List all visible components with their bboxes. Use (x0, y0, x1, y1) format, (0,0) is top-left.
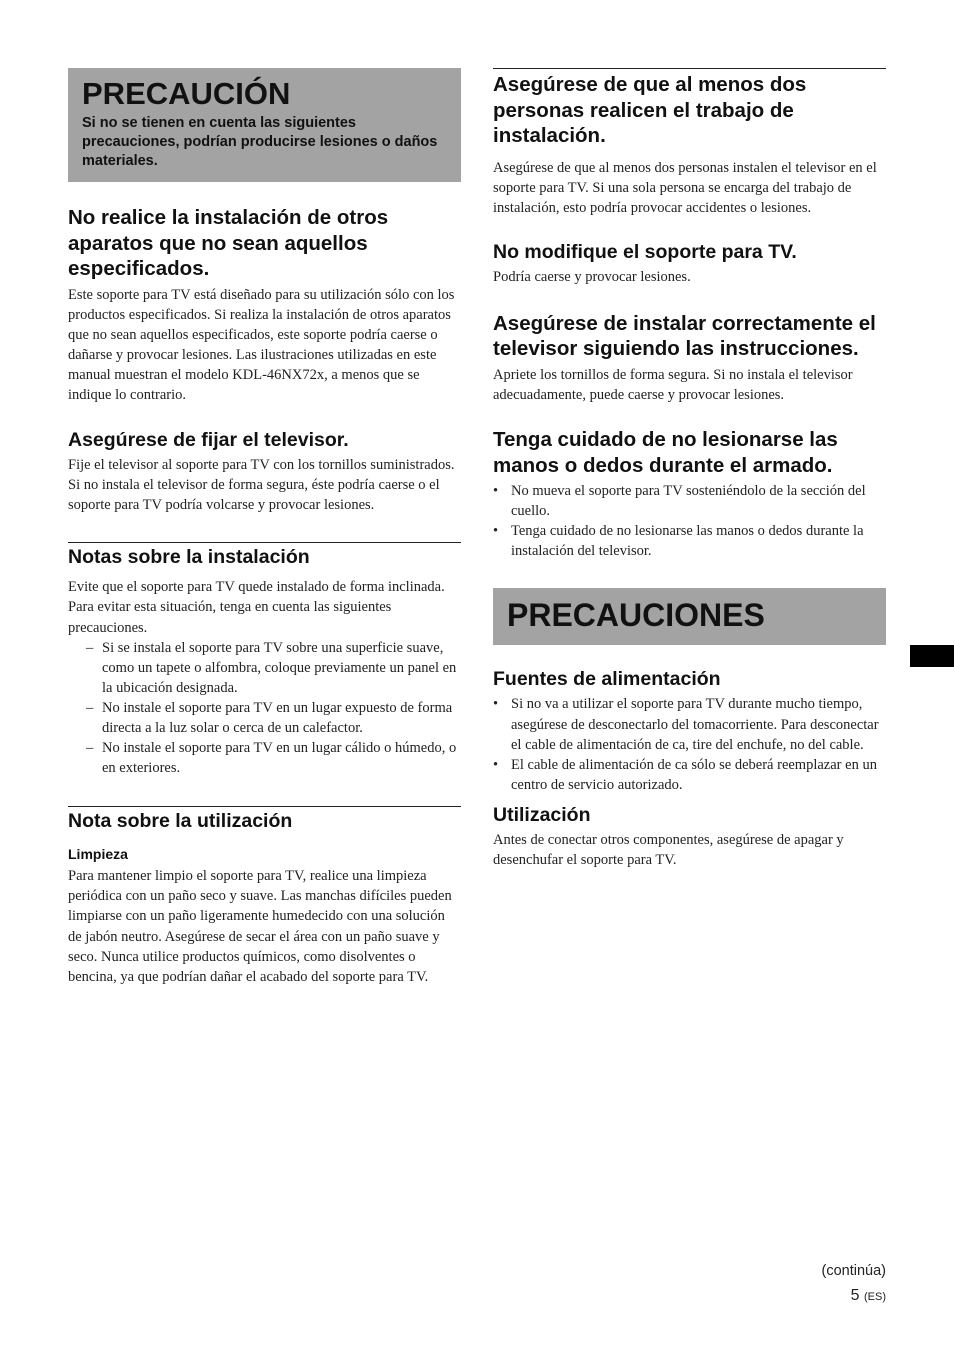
precaucion-subtitle: Si no se tienen en cuenta las siguientes precauciones, podrían producirse lesiones o daños materiales. (82, 115, 438, 169)
bullet-marker: • (493, 756, 499, 773)
section-text: Fije el televisor al soporte para TV con los tornillos suministrados. Si no instala el televisor de forma segura, éste podría caerse o el soporte para TV podría volcarse y provocar lesiones. (68, 457, 455, 514)
installation-notes-list (68, 638, 461, 779)
section-text: Para mantener limpio el soporte para TV, realice una limpieza periódica con un paño seco y suave. Las manchas difíciles pueden limpiarse con un paño ligeramente humedecido con una solución de jabón neutro. Asegúrese de secar el área con un paño suave y seco. Nunca utilice productos químicos, como disolventes o bencina, ya que podrían dañar el acabado del soporte para TV. (68, 868, 452, 985)
section-heading: Asegúrese de fijar el televisor. (68, 429, 349, 452)
section-text: Apriete los tornillos de forma segura. Si no instala el televisor adecuadamente, puede caerse y provocar lesiones. (493, 366, 853, 403)
section-fijar-televisor (68, 428, 461, 515)
section-heading: No modifique el soporte para TV. (493, 240, 797, 263)
continued-label: (continúa) (821, 1263, 886, 1279)
list-item: – No instale el soporte para TV en un lugar expuesto de forma directa a la luz solar o cerca de un calefactor. (86, 699, 453, 736)
bullet-marker: • (493, 483, 499, 500)
page-number (851, 1287, 886, 1305)
list-item: – No instale el soporte para TV en un lugar cálido o húmedo, o en exteriores. (86, 740, 457, 777)
list-item: • Si no va a utilizar el soporte para TV durante mucho tiempo, asegúrese de desconectarlo del tomacorriente. Para desconectar el cable de alimentación de ca, tire del enchufe, no del cable. (493, 696, 879, 753)
dash-marker: – (86, 699, 94, 716)
precauciones-title: PRECAUCIONES (507, 597, 765, 634)
section-notas-instalacion (68, 542, 461, 778)
list-item: • No mueva el soporte para TV sosteniéndolo de la sección del cuello. (493, 483, 866, 520)
section-heading: Fuentes de alimentación (493, 668, 721, 691)
section-heading: Tenga cuidado de no lesionarse las manos o dedos durante el armado. (493, 428, 838, 477)
power-list (493, 694, 886, 794)
section-text: Asegúrese de que al menos dos personas instalen el televisor en el soporte para TV. Si una sola persona se encarga del trabajo de instalación, esto podría provocar accidentes o lesiones. (493, 159, 877, 216)
care-list (493, 481, 886, 561)
section-subheading: Limpieza (68, 846, 128, 863)
bullet-marker: • (493, 523, 499, 540)
list-item: • Tenga cuidado de no lesionarse las manos o dedos durante la instalación del televisor. (493, 523, 864, 560)
section-text: Este soporte para TV está diseñado para su utilización sólo con los productos especificados. Si realiza la instalación de otros aparatos que no sean aquellos especificados, este soporte podría caerse o dañarse y provocar lesiones. Las ilustraciones utilizadas en este manual muestran el modelo KDL-46NX72x, a menos que se indique lo contrario. (68, 286, 455, 403)
section-text: Evite que el soporte para TV quede instalado de forma inclinada. Para evitar esta situación, tenga en cuenta las siguientes precauciones. (68, 579, 445, 636)
section-dos-personas (493, 68, 886, 218)
section-heading: No realice la instalación de otros aparatos que no sean aquellos especificados. (68, 206, 389, 280)
left-column (68, 68, 461, 987)
page-number-value: 5 (850, 1287, 860, 1304)
section-heading: Notas sobre la instalación (68, 546, 310, 569)
right-column (493, 68, 886, 870)
section-heading: Asegúrese de que al menos dos personas realicen el trabajo de instalación. (493, 73, 807, 147)
section-text: Antes de conectar otros componentes, asegúrese de apagar y desenchufar el soporte para TV. (493, 831, 844, 868)
section-text: Podría caerse y provocar lesiones. (493, 268, 691, 285)
precaucion-title: PRECAUCIÓN (82, 76, 291, 111)
section-otros-aparatos (68, 205, 461, 405)
section-fuentes-alimentacion (493, 667, 886, 794)
section-utilizacion (493, 803, 886, 870)
section-heading: Asegúrese de instalar correctamente el televisor siguiendo las instrucciones. (493, 311, 876, 361)
language-side-tab (910, 645, 954, 667)
precaucion-banner (68, 68, 461, 182)
section-no-modifique (493, 240, 886, 287)
section-heading: Utilización (493, 803, 591, 826)
bullet-marker: • (493, 696, 499, 713)
section-heading: Nota sobre la utilización (68, 810, 293, 833)
page-language-code: (ES) (864, 1291, 886, 1303)
section-instalar-correctamente (493, 311, 886, 405)
list-item: – Si se instala el soporte para TV sobre una superficie suave, como un tapete o alfombra, coloque previamente un panel en la ubicación designada. (86, 639, 457, 696)
dash-marker: – (86, 639, 94, 656)
list-item: • El cable de alimentación de ca sólo se deberá reemplazar en un centro de servicio autorizado. (493, 756, 877, 793)
section-nota-utilizacion (68, 806, 461, 987)
precauciones-banner (493, 588, 886, 645)
section-cuidado-manos (493, 427, 886, 561)
dash-marker: – (86, 740, 94, 757)
